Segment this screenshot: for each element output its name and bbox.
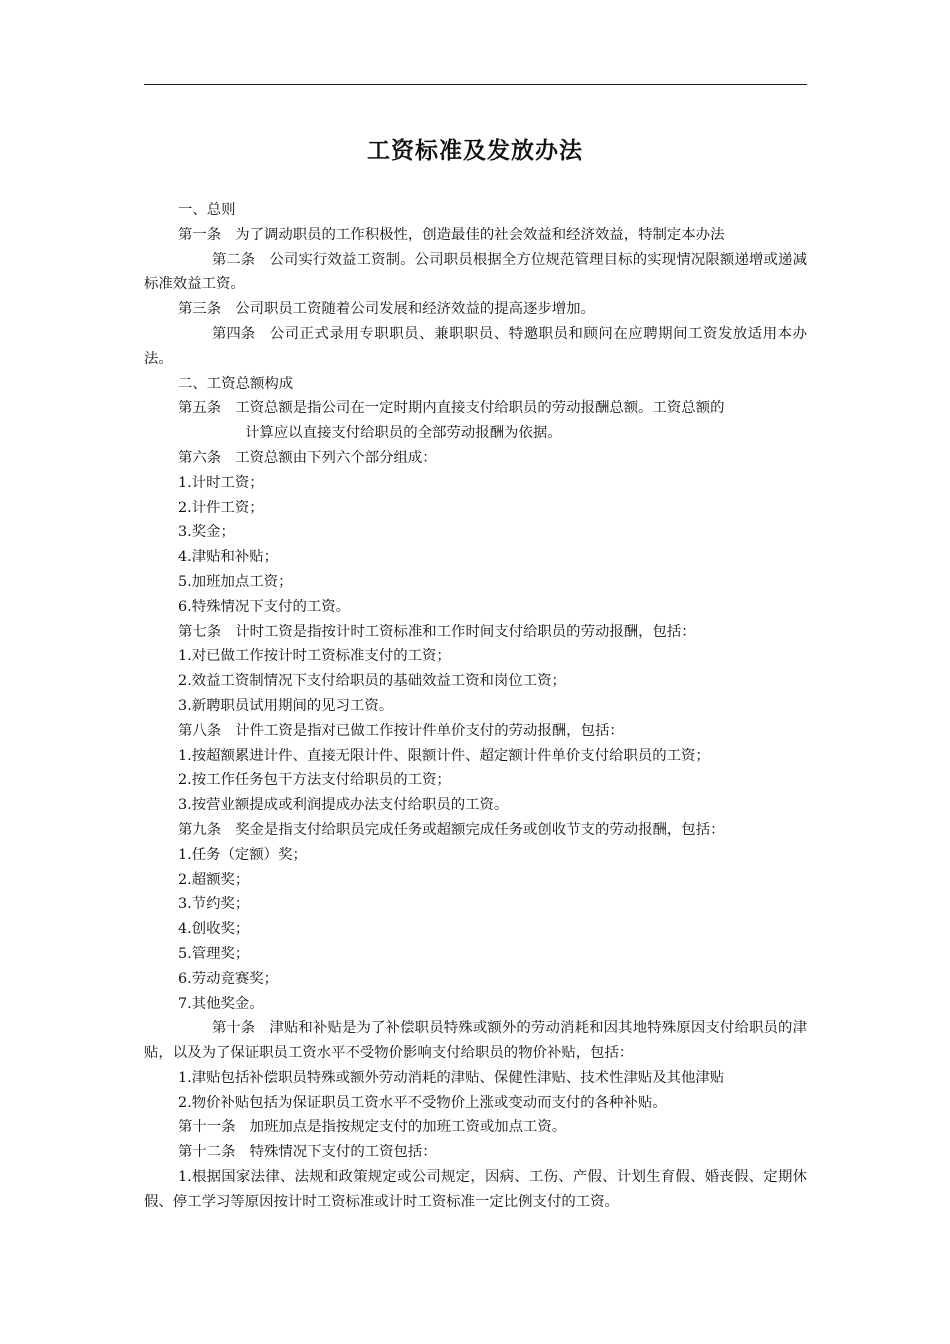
line-text: 1.任务（定额）奖； <box>178 846 307 863</box>
text-line <box>144 892 807 917</box>
article-label: 第十条 <box>212 1020 256 1037</box>
line-text: 一、总则 <box>178 202 236 218</box>
article-paragraph <box>144 297 807 322</box>
line-text: 1.按超额累进计件、直接无限计件、限额计件、超定额计件单价支付给职员的工资； <box>178 747 710 764</box>
line-text: 7.其他奖金。 <box>178 995 264 1012</box>
line-text: 2.物价补贴包括为保证职员工资水平不受物价上涨或变动而支付的各种补贴。 <box>178 1094 667 1111</box>
text-line <box>144 496 807 521</box>
article-label: 第十二条 <box>178 1144 236 1161</box>
text-line <box>144 570 807 595</box>
line-text: 4.创收奖； <box>178 921 250 938</box>
text-line <box>144 1066 807 1091</box>
line-text: 1.根据国家法律、法规和政策规定或公司规定，因病、工伤、产假、计划生育假、婚丧假、定期休假、停工学习等原因按计时工资标准或计时工资标准一定比例支付的工资。 <box>144 1169 807 1210</box>
text-line <box>144 744 807 769</box>
line-text: 3.节约奖； <box>178 896 250 913</box>
text-line <box>144 669 807 694</box>
text-line <box>144 917 807 942</box>
article-label: 第八条 <box>178 722 222 739</box>
line-text: 2.按工作任务包干方法支付给职员的工资； <box>178 772 451 789</box>
article-label: 第二条 <box>212 251 256 268</box>
text-line <box>144 1165 807 1215</box>
text-line <box>144 520 807 545</box>
line-text: 5.管理奖； <box>178 945 250 962</box>
line-text: 3.奖金； <box>178 524 235 541</box>
article-label: 第六条 <box>178 449 222 466</box>
article-paragraph <box>144 223 807 248</box>
article-label: 第五条 <box>178 400 222 417</box>
line-text: 为了调动职员的工作积极性，创造最佳的社会效益和经济效益，特制定本办法 <box>235 226 725 243</box>
article-paragraph <box>144 1016 807 1066</box>
line-text: 2.效益工资制情况下支付给职员的基础效益工资和岗位工资； <box>178 673 566 690</box>
line-text: 6.劳动竞赛奖； <box>178 970 279 987</box>
document-body <box>144 198 807 1215</box>
article-paragraph <box>144 719 807 744</box>
line-text: 特殊情况下支付的工资包括： <box>249 1144 437 1161</box>
header-rule <box>144 84 807 85</box>
line-text: 工资总额由下列六个部分组成： <box>235 449 437 466</box>
text-line <box>144 198 807 223</box>
line-text: 3.按营业额提成或利润提成办法支付给职员的工资。 <box>178 797 509 814</box>
line-text: 2.计件工资； <box>178 499 264 516</box>
text-line <box>144 694 807 719</box>
text-line <box>144 793 807 818</box>
text-line <box>144 942 807 967</box>
article-paragraph <box>144 1140 807 1165</box>
article-paragraph <box>144 248 807 298</box>
article-label: 第四条 <box>212 325 256 342</box>
article-paragraph <box>144 620 807 645</box>
text-line <box>144 595 807 620</box>
line-text: 1.计时工资； <box>178 474 264 491</box>
article-label: 第十一条 <box>178 1119 236 1136</box>
hanging-continuation: 计算应以直接支付给职员的全部劳动报酬为依据。 <box>245 425 562 442</box>
article-paragraph <box>144 396 807 421</box>
line-text: 6.特殊情况下支付的工资。 <box>178 598 351 615</box>
line-text: 计时工资是指按计时工资标准和工作时间支付给职员的劳动报酬，包括： <box>235 623 696 640</box>
article-label: 第七条 <box>178 623 222 640</box>
line-text: 1.津贴包括补偿职员特殊或额外劳动消耗的津贴、保健性津贴、技术性津贴及其他津贴 <box>178 1069 725 1086</box>
line-text: 公司实行效益工资制。公司职员根据全方位规范管理目标的实现情况限额递增或递减标准效益工资。 <box>144 251 807 293</box>
line-text: 1.对已做工作按计时工资标准支付的工资； <box>178 648 451 665</box>
text-line <box>144 1091 807 1116</box>
article-paragraph <box>144 446 807 471</box>
article-paragraph <box>144 1115 807 1140</box>
line-text: 公司正式录用专职职员、兼职职员、特邀职员和顾问在应聘期间工资发放适用本办法。 <box>144 325 807 367</box>
document-title: 工资标准及发放办法 <box>367 138 583 164</box>
line-text: 津贴和补贴是为了补偿职员特殊或额外的劳动消耗和因其地特殊原因支付给职员的津贴，以及为了保证职员工资水平不受物价影响支付给职员的物价补贴，包括： <box>144 1020 807 1062</box>
line-text: 加班加点是指按规定支付的加班工资或加点工资。 <box>249 1119 567 1136</box>
article-paragraph <box>144 818 807 843</box>
text-line <box>144 967 807 992</box>
article-label: 第三条 <box>178 301 222 318</box>
text-line <box>144 372 807 397</box>
line-text: 二、工资总额构成 <box>178 375 294 392</box>
line-text: 工资总额是指公司在一定时期内直接支付给职员的劳动报酬总额。工资总额的 <box>235 400 725 417</box>
line-text: 2.超额奖； <box>178 871 250 888</box>
text-line <box>144 768 807 793</box>
line-text: 4.津贴和补贴； <box>178 549 279 566</box>
line-text: 计件工资是指对已做工作按计件单价支付的劳动报酬，包括： <box>235 722 624 739</box>
article-label: 第九条 <box>178 821 222 838</box>
line-text: 奖金是指支付给职员完成任务或超额完成任务或创收节支的劳动报酬，包括： <box>235 821 725 838</box>
line-text: 5.加班加点工资； <box>178 573 293 590</box>
text-line <box>144 471 807 496</box>
text-line <box>144 868 807 893</box>
line-text: 3.新聘职员试用期间的见习工资。 <box>178 697 394 714</box>
text-line <box>144 843 807 868</box>
text-line <box>144 545 807 570</box>
article-paragraph <box>144 322 807 372</box>
text-line <box>144 992 807 1017</box>
article-label: 第一条 <box>178 226 222 243</box>
line-text: 公司职员工资随着公司发展和经济效益的提高逐步增加。 <box>235 301 595 318</box>
text-line <box>144 644 807 669</box>
